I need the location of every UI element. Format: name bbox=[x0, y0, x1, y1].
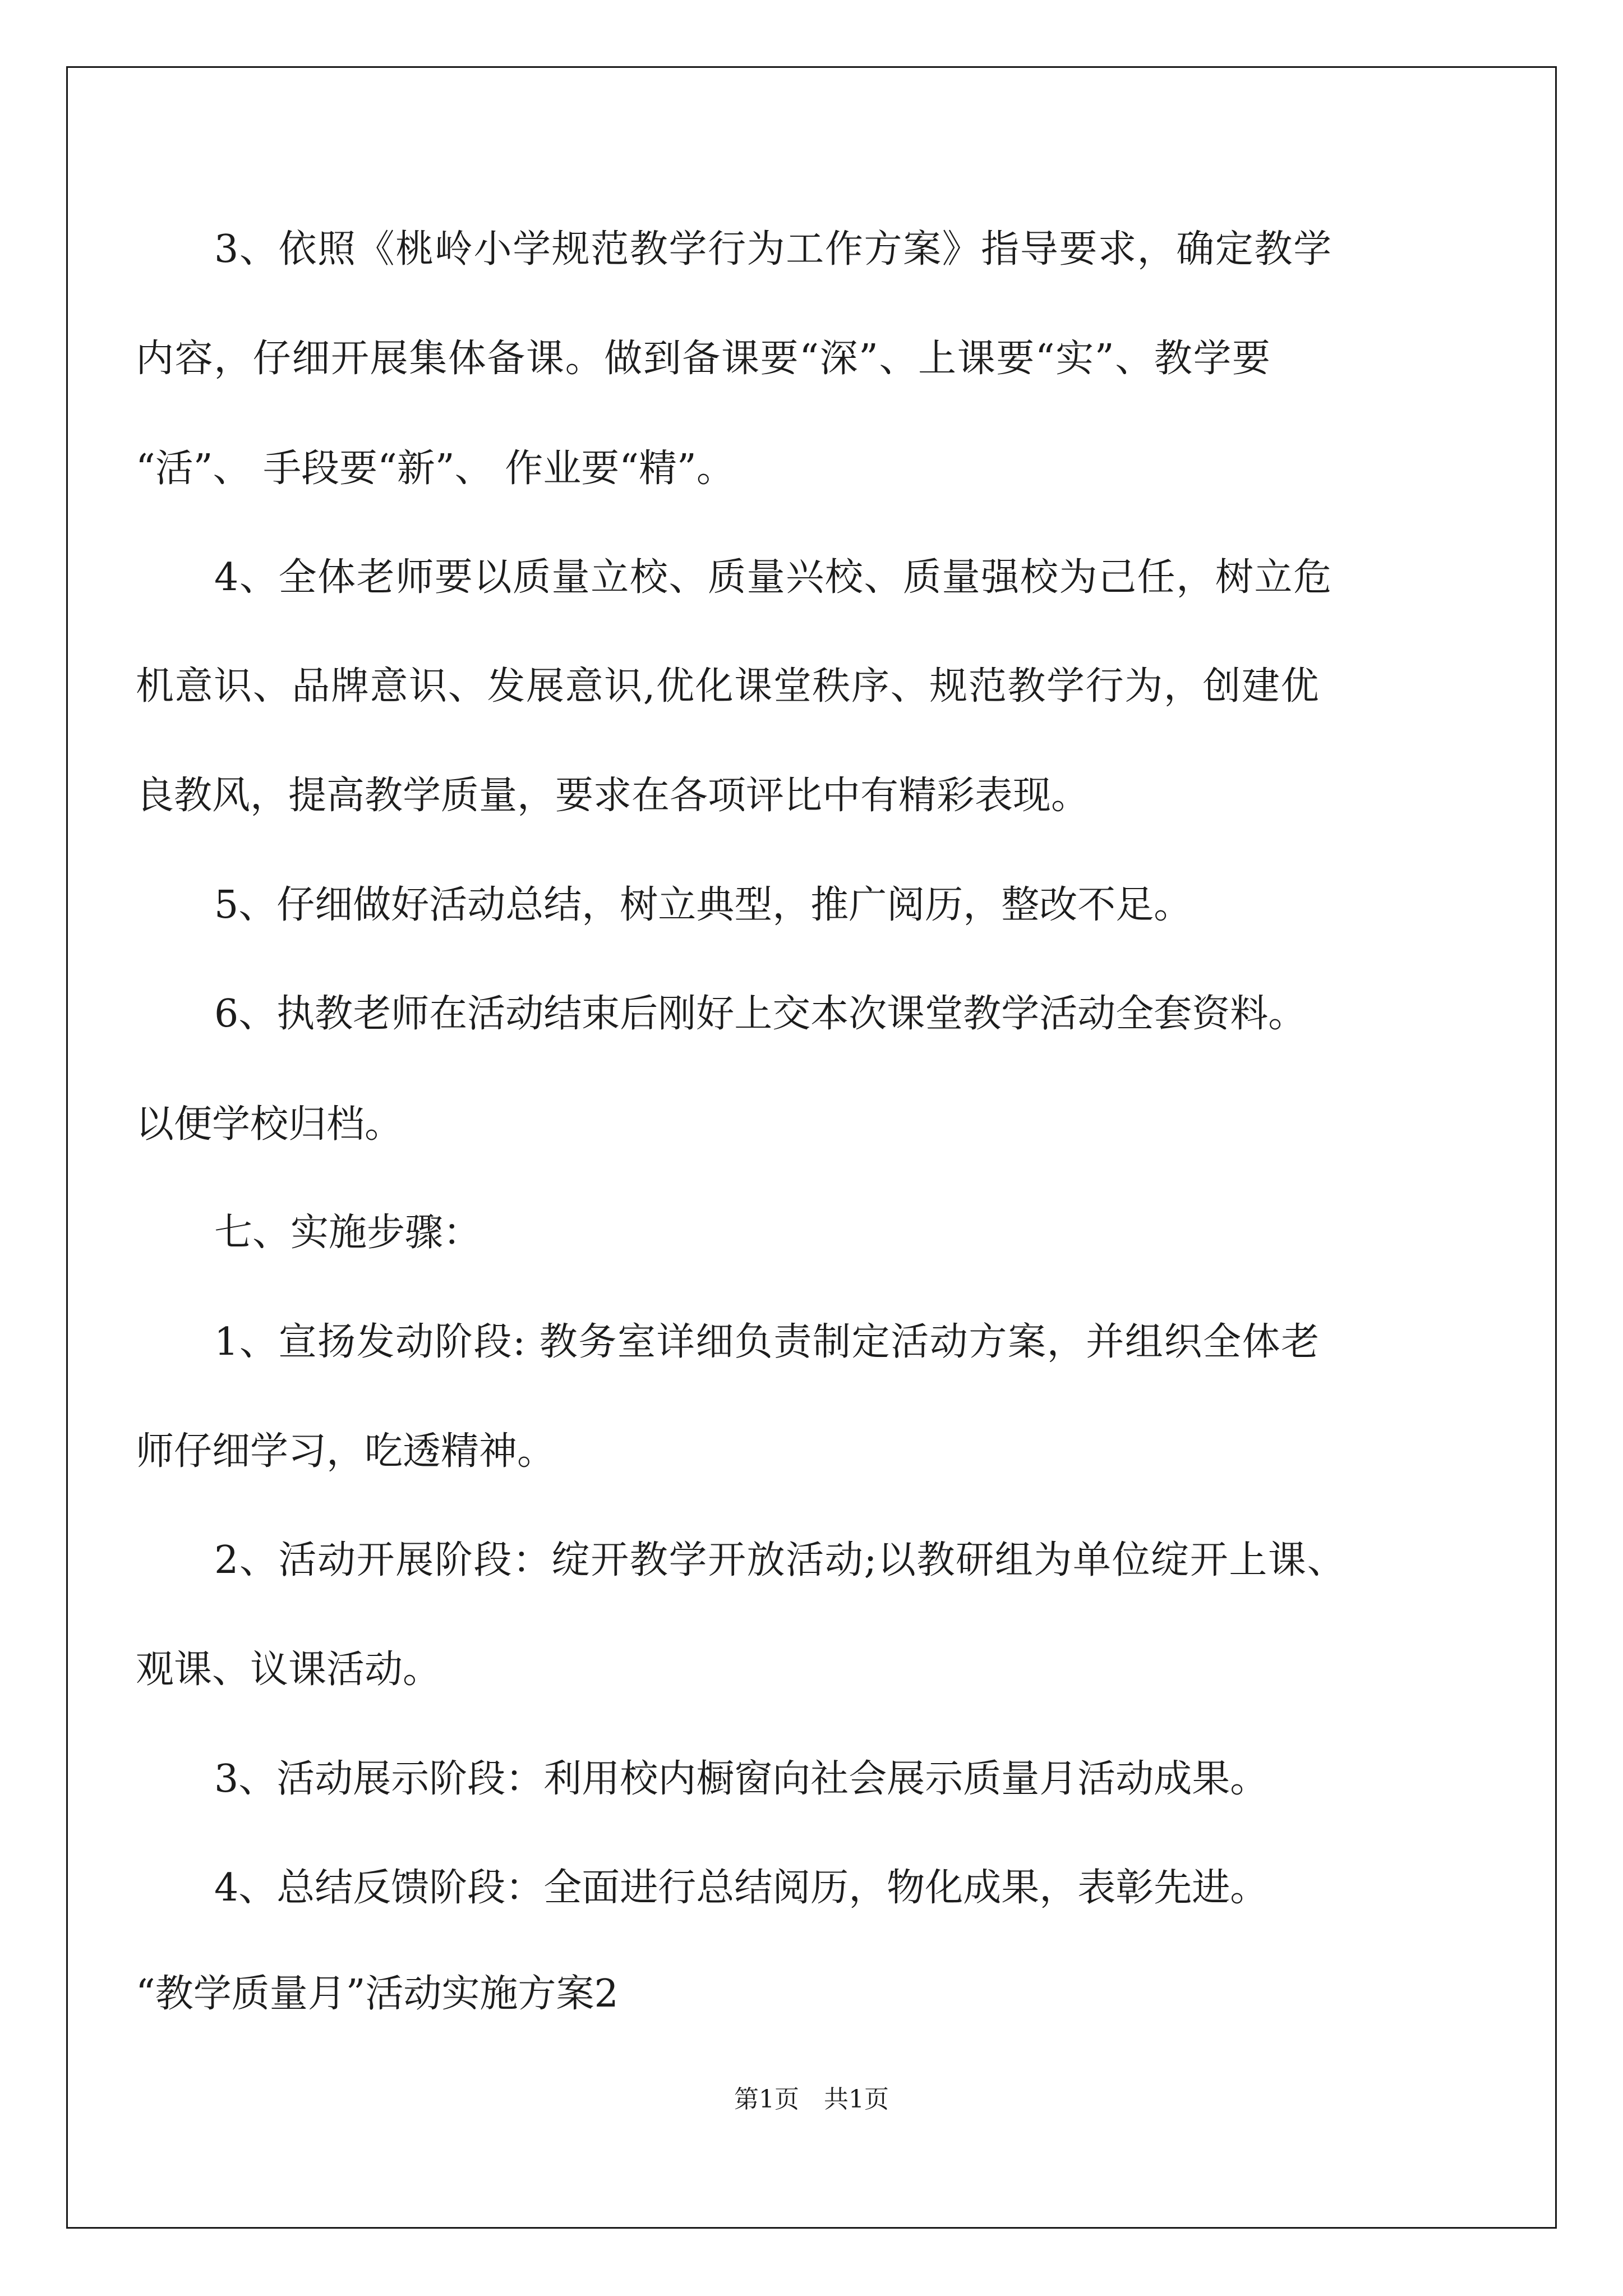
page-footer: 第1页 共1页 bbox=[734, 2085, 889, 2114]
body-line: 以便学校归档。 bbox=[136, 1102, 403, 1147]
body-line: 观课、议课活动。 bbox=[136, 1648, 441, 1692]
body-line: 6、执教老师在活动结束后刚好上交本次课堂教学活动全套资料。 bbox=[214, 992, 1307, 1036]
body-line: 5、仔细做好活动总结，树立典型，推广阅历，整改不足。 bbox=[214, 883, 1192, 927]
body-line: 师仔细学习，吃透精神。 bbox=[136, 1429, 556, 1474]
body-line: 3、活动展示阶段：利用校内橱窗向社会展示质量月活动成果。 bbox=[214, 1757, 1269, 1801]
body-line: 4、总结反馈阶段：全面进行总结阅历，物化成果，表彰先进。 bbox=[214, 1866, 1269, 1910]
section-heading: 七、实施步骤： bbox=[214, 1211, 482, 1255]
body-line: 4、全体老师要以质量立校、质量兴校、质量强校为己任，树立危 bbox=[214, 555, 1332, 600]
document-title: “教学质量月”活动实施方案2 bbox=[136, 1972, 619, 2016]
body-line: 1、宣扬发动阶段: 教务室详细负责制定活动方案，并组织全体老 bbox=[214, 1320, 1320, 1364]
body-line: 良教风，提高教学质量，要求在各项评比中有精彩表现。 bbox=[136, 774, 1090, 818]
body-line: 机意识、品牌意识、发展意识,优化课堂秩序、规范教学行为，创建优 bbox=[136, 664, 1320, 708]
body-line: 内容，仔细开展集体备课。做到备课要“深”、上课要“实”、教学要 bbox=[136, 337, 1271, 381]
body-line: “活”、 手段要“新”、 作业要“精”。 bbox=[136, 447, 735, 491]
body-line: 2、活动开展阶段：绽开教学开放活动;以教研组为单位绽开上课、 bbox=[214, 1538, 1347, 1582]
body-line: 3、依照《桃岭小学规范教学行为工作方案》指导要求，确定教学 bbox=[214, 227, 1332, 272]
